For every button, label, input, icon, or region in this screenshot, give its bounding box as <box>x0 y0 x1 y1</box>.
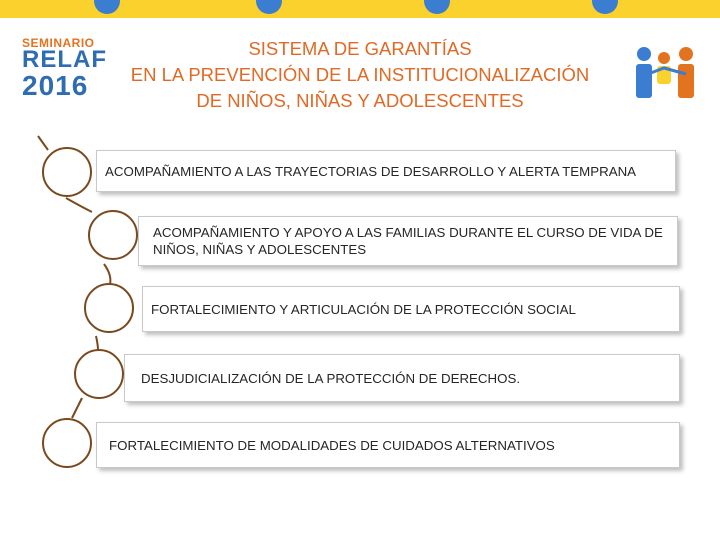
logo-line-1: SEMINARIO <box>22 36 95 50</box>
timeline-node-4 <box>74 349 124 399</box>
guarantee-item-2 <box>138 216 678 266</box>
logo-line-3: 2016 <box>22 70 89 101</box>
guarantee-item-label: FORTALECIMIENTO Y ARTICULACIÓN DE LA PROTECCIÓN SOCIAL <box>151 301 576 317</box>
guarantee-item-label: ACOMPAÑAMIENTO Y APOYO A LAS FAMILIAS DURANTE EL CURSO DE VIDA DE NIÑOS, NIÑAS Y ADOLESCENTES <box>153 225 663 257</box>
logo-line-2: RELAF <box>22 46 107 73</box>
guarantee-item-label: ACOMPAÑAMIENTO A LAS TRAYECTORIAS DE DESARROLLO Y ALERTA TEMPRANA <box>105 163 637 179</box>
title-line-2: EN LA PREVENCIÓN DE LA INSTITUCIONALIZACIÓN <box>130 64 590 85</box>
timeline-node-2 <box>88 210 138 260</box>
guarantee-item-1 <box>96 150 676 192</box>
guarantee-item-5 <box>96 422 680 468</box>
title-line-1: SISTEMA DE GARANTÍAS <box>248 38 472 59</box>
title-line-3: DE NIÑOS, NIÑAS Y ADOLESCENTES <box>196 90 524 111</box>
timeline-node-5 <box>42 418 92 468</box>
guarantee-item-label: FORTALECIMIENTO DE MODALIDADES DE CUIDADOS ALTERNATIVOS <box>109 437 555 453</box>
guarantee-item-3 <box>142 286 680 332</box>
timeline-node-3 <box>84 283 134 333</box>
timeline-node-1 <box>42 147 92 197</box>
guarantee-item-label: DESJUDICIALIZACIÓN DE LA PROTECCIÓN DE DERECHOS. <box>141 370 521 386</box>
guarantee-item-4 <box>124 354 680 402</box>
